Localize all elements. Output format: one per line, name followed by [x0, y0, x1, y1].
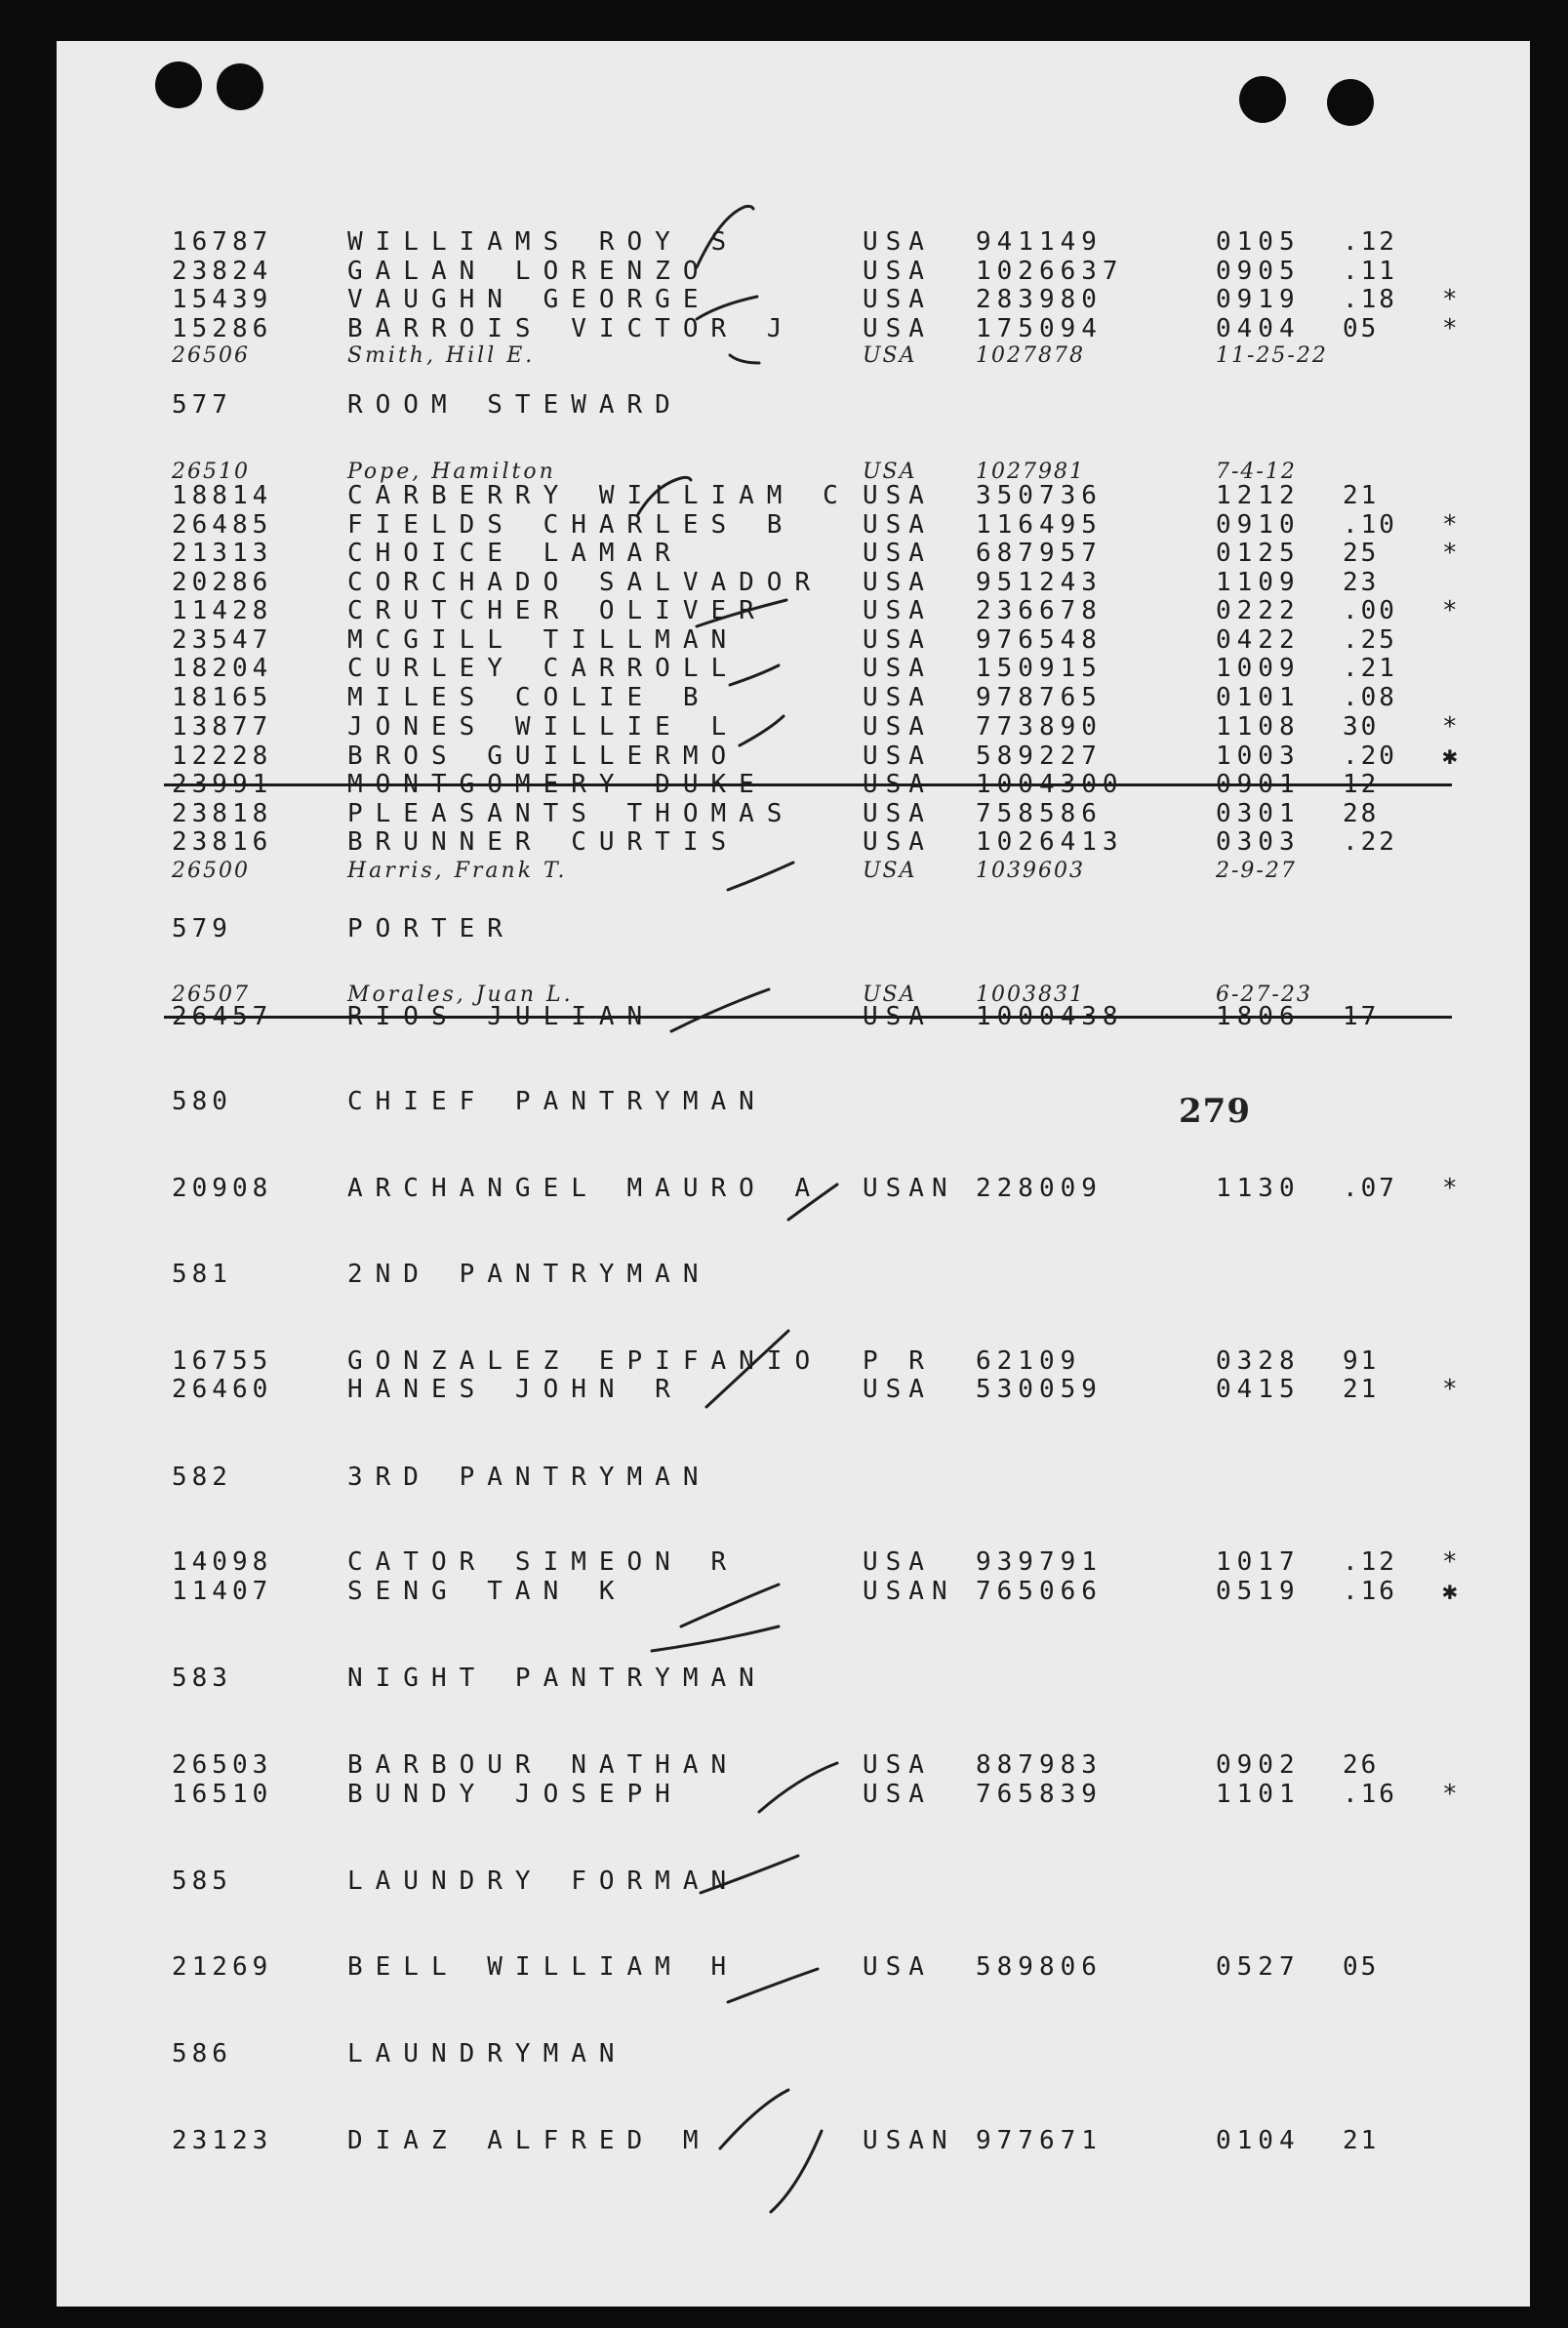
document-number: 175094: [976, 314, 1103, 343]
document-number: 939791: [976, 1547, 1103, 1577]
employee-name: CRUTCHER OLIVER: [347, 596, 767, 625]
value-code: .08: [1343, 683, 1397, 712]
employee-number: 14098: [172, 1547, 273, 1577]
value-code: .10: [1343, 510, 1397, 540]
date-code: 1109: [1216, 568, 1301, 597]
citizenship: USA: [863, 314, 932, 343]
date-code: 1101: [1216, 1780, 1301, 1809]
value-code: .16: [1343, 1780, 1397, 1809]
date-code: 1806: [1216, 1002, 1301, 1031]
date-code: 0328: [1216, 1346, 1301, 1376]
employee-name: BUNDY JOSEPH: [347, 1780, 683, 1809]
employee-number: 11407: [172, 1577, 273, 1606]
employee-name: ARCHANGEL MAURO A: [347, 1174, 824, 1203]
value-code: .21: [1343, 654, 1397, 683]
date-code: 0222: [1216, 596, 1301, 625]
employee-number: 26510: [172, 460, 250, 484]
date-code: 0910: [1216, 510, 1301, 540]
employee-number: 16510: [172, 1780, 273, 1809]
employee-name: CORCHADO SALVADOR: [347, 568, 824, 597]
employee-name: WILLIAMS ROY S: [347, 227, 740, 257]
document-number: 1026637: [976, 257, 1124, 286]
date-code: 0104: [1216, 2126, 1301, 2155]
pen-check-stroke: [697, 297, 757, 319]
pen-check-stroke: [728, 1969, 818, 2002]
section-code: 586: [172, 2039, 232, 2068]
section-code: 577: [172, 390, 232, 420]
document-page: [57, 41, 1530, 2307]
section-title: NIGHT PANTRYMAN: [347, 1664, 767, 1693]
section-title: CHIEF PANTRYMAN: [347, 1087, 767, 1116]
citizenship: USA: [863, 285, 932, 314]
employee-number: 26485: [172, 510, 273, 540]
employee-number: 26500: [172, 859, 250, 883]
citizenship: USAN: [863, 1577, 955, 1606]
employee-name: Morales, Juan L.: [347, 983, 574, 1007]
citizenship: USA: [863, 510, 932, 540]
employee-name: MONTGOMERY DUKE: [347, 770, 767, 799]
date-code: 1017: [1216, 1547, 1301, 1577]
citizenship: USA: [863, 257, 932, 286]
employee-number: 26506: [172, 343, 250, 368]
date-code: 0905: [1216, 257, 1301, 286]
citizenship: USA: [863, 481, 932, 510]
employee-number: 21313: [172, 539, 273, 568]
document-number: 1027981: [976, 460, 1085, 484]
value-code: 05: [1343, 1952, 1380, 1982]
pen-check-stroke: [652, 1626, 779, 1651]
employee-number: 18165: [172, 683, 273, 712]
value-code: .16: [1343, 1577, 1397, 1606]
value-code: 28: [1343, 799, 1380, 828]
section-title: 2ND PANTRYMAN: [347, 1260, 711, 1289]
employee-name: MILES COLIE B: [347, 683, 711, 712]
employee-name: Smith, Hill E.: [347, 343, 536, 368]
date-code: 0422: [1216, 625, 1301, 655]
document-number: 1027878: [976, 343, 1085, 368]
document-number: 1039603: [976, 859, 1085, 883]
value-code: 25: [1343, 539, 1380, 568]
document-number: 976548: [976, 625, 1103, 655]
employee-number: 21269: [172, 1952, 273, 1982]
date-code: 0901: [1216, 770, 1301, 799]
pen-check-stroke: [681, 1585, 779, 1626]
date-code: 0902: [1216, 1750, 1301, 1780]
date-code: 1130: [1216, 1174, 1301, 1203]
document-number: 530059: [976, 1375, 1103, 1404]
document-number: 687957: [976, 539, 1103, 568]
date-code: 7-4-12: [1216, 460, 1297, 484]
value-code: 12: [1343, 770, 1380, 799]
section-title: LAUNDRYMAN: [347, 2039, 627, 2068]
employee-number: 23816: [172, 827, 273, 857]
employee-name: VAUGHN GEORGE: [347, 285, 711, 314]
value-code: .22: [1343, 827, 1397, 857]
employee-name: CHOICE LAMAR: [347, 539, 683, 568]
document-number: 236678: [976, 596, 1103, 625]
citizenship: USA: [863, 1002, 932, 1031]
section-code: 583: [172, 1664, 232, 1693]
asterisk-mark: *: [1442, 1547, 1458, 1577]
employee-number: 26507: [172, 983, 250, 1007]
section-code: 581: [172, 1260, 232, 1289]
employee-number: 12228: [172, 742, 273, 771]
value-code: .18: [1343, 285, 1397, 314]
document-number: 887983: [976, 1750, 1103, 1780]
pen-check-stroke: [671, 989, 769, 1031]
employee-name: BRUNNER CURTIS: [347, 827, 740, 857]
section-code: 582: [172, 1463, 232, 1492]
document-number: 765066: [976, 1577, 1103, 1606]
employee-name: Harris, Frank T.: [347, 859, 568, 883]
employee-name: CATOR SIMEON R: [347, 1547, 740, 1577]
employee-name: GALAN LORENZO: [347, 257, 711, 286]
pen-check-stroke: [697, 600, 786, 626]
employee-number: 23991: [172, 770, 273, 799]
employee-number: 13877: [172, 712, 273, 742]
pen-check-stroke: [730, 665, 779, 685]
citizenship: USA: [863, 654, 932, 683]
value-code: .07: [1343, 1174, 1397, 1203]
value-code: 21: [1343, 1375, 1380, 1404]
asterisk-mark: *: [1442, 314, 1458, 343]
date-code: 6-27-23: [1216, 983, 1312, 1007]
citizenship: USA: [863, 1780, 932, 1809]
document-number: 1003831: [976, 983, 1085, 1007]
section-title: ROOM STEWARD: [347, 390, 683, 420]
employee-name: GONZALEZ EPIFANIO: [347, 1346, 824, 1376]
citizenship: P R: [863, 1346, 932, 1376]
employee-number: 20908: [172, 1174, 273, 1203]
asterisk-mark: *: [1442, 1375, 1458, 1404]
handwritten-check-marks: [57, 41, 1530, 2307]
date-code: 0415: [1216, 1375, 1301, 1404]
section-code: 585: [172, 1866, 232, 1896]
section-code: 580: [172, 1087, 232, 1116]
asterisk-mark: *: [1442, 510, 1458, 540]
pen-check-stroke: [706, 1331, 788, 1407]
document-number: 350736: [976, 481, 1103, 510]
asterisk-mark: *: [1442, 1174, 1458, 1203]
employee-number: 23123: [172, 2126, 273, 2155]
citizenship: USA: [863, 742, 932, 771]
value-code: 21: [1343, 2126, 1380, 2155]
date-code: 0101: [1216, 683, 1301, 712]
value-code: .11: [1343, 257, 1397, 286]
document-number: 1004300: [976, 770, 1124, 799]
employee-name: CARBERRY WILLIAM C: [347, 481, 851, 510]
asterisk-mark: *: [1442, 596, 1458, 625]
pen-check-stroke: [740, 716, 784, 745]
value-code: .25: [1343, 625, 1397, 655]
date-code: 0919: [1216, 285, 1301, 314]
citizenship: USA: [863, 539, 932, 568]
page-number: 279: [1179, 1092, 1251, 1131]
section-title: LAUNDRY FORMAN: [347, 1866, 740, 1896]
section-title: PORTER: [347, 914, 515, 943]
citizenship: USAN: [863, 2126, 955, 2155]
citizenship: USA: [863, 625, 932, 655]
citizenship: USA: [863, 1375, 932, 1404]
pen-check-stroke: [638, 477, 691, 514]
citizenship: USA: [863, 596, 932, 625]
date-code: 0105: [1216, 227, 1301, 257]
value-code: .12: [1343, 1547, 1397, 1577]
employee-number: 15439: [172, 285, 273, 314]
citizenship: USA: [863, 1952, 932, 1982]
date-code: 0527: [1216, 1952, 1301, 1982]
citizenship: USA: [863, 770, 932, 799]
date-code: 1108: [1216, 712, 1301, 742]
employee-name: JONES WILLIE L: [347, 712, 740, 742]
document-number: 1000438: [976, 1002, 1124, 1031]
document-number: 283980: [976, 285, 1103, 314]
date-code: 0125: [1216, 539, 1301, 568]
employee-number: 26460: [172, 1375, 273, 1404]
pen-check-stroke: [759, 1763, 837, 1812]
document-number: 589227: [976, 742, 1103, 771]
employee-name: DIAZ ALFRED M: [347, 2126, 711, 2155]
value-code: 91: [1343, 1346, 1380, 1376]
asterisk-mark: *: [1442, 712, 1458, 742]
citizenship: USA: [863, 827, 932, 857]
asterisk-mark: *: [1442, 1780, 1458, 1809]
citizenship: USA: [863, 568, 932, 597]
document-number: 228009: [976, 1174, 1103, 1203]
employee-name: FIELDS CHARLES B: [347, 510, 795, 540]
citizenship: USA: [863, 460, 917, 484]
document-number: 765839: [976, 1780, 1103, 1809]
pen-check-stroke: [720, 2090, 788, 2148]
date-code: 1009: [1216, 654, 1301, 683]
citizenship: USA: [863, 1547, 932, 1577]
employee-number: 23818: [172, 799, 273, 828]
document-number: 951243: [976, 568, 1103, 597]
date-code: 11-25-22: [1216, 343, 1328, 368]
asterisk-mark: *: [1442, 285, 1458, 314]
date-code: 0303: [1216, 827, 1301, 857]
employee-number: 16755: [172, 1346, 273, 1376]
section-code: 579: [172, 914, 232, 943]
employee-name: BARBOUR NATHAN: [347, 1750, 740, 1780]
employee-name: BARROIS VICTOR J: [347, 314, 795, 343]
employee-number: 23547: [172, 625, 273, 655]
citizenship: USA: [863, 983, 917, 1007]
date-code: 1212: [1216, 481, 1301, 510]
citizenship: USA: [863, 227, 932, 257]
citizenship: USA: [863, 1750, 932, 1780]
document-number: 978765: [976, 683, 1103, 712]
employee-number: 16787: [172, 227, 273, 257]
document-number: 758586: [976, 799, 1103, 828]
citizenship: USA: [863, 859, 917, 883]
pen-check-stroke: [730, 355, 759, 363]
document-number: 589806: [976, 1952, 1103, 1982]
employee-name: PLEASANTS THOMAS: [347, 799, 795, 828]
employee-name: BROS GUILLERMO: [347, 742, 740, 771]
date-code: 1003: [1216, 742, 1301, 771]
value-code: 23: [1343, 568, 1380, 597]
employee-name: Pope, Hamilton: [347, 460, 556, 484]
pen-check-stroke: [788, 1184, 837, 1220]
value-code: 05: [1343, 314, 1380, 343]
employee-name: SENG TAN K: [347, 1577, 627, 1606]
citizenship: USA: [863, 799, 932, 828]
value-code: .12: [1343, 227, 1397, 257]
employee-number: 26503: [172, 1750, 273, 1780]
date-code: 0404: [1216, 314, 1301, 343]
citizenship: USA: [863, 683, 932, 712]
employee-number: 23824: [172, 257, 273, 286]
pen-check-stroke: [701, 1856, 798, 1893]
document-number: 977671: [976, 2126, 1103, 2155]
pen-check-stroke: [771, 2131, 822, 2212]
pen-check-stroke: [697, 206, 753, 267]
employee-name: RIOS JULIAN: [347, 1002, 656, 1031]
document-number: 116495: [976, 510, 1103, 540]
asterisk-mark: *: [1442, 539, 1458, 568]
citizenship: USAN: [863, 1174, 955, 1203]
document-number: 773890: [976, 712, 1103, 742]
employee-number: 18204: [172, 654, 273, 683]
employee-number: 18814: [172, 481, 273, 510]
employee-number: 15286: [172, 314, 273, 343]
employee-name: HANES JOHN R: [347, 1375, 683, 1404]
section-title: 3RD PANTRYMAN: [347, 1463, 711, 1492]
pen-check-stroke: [728, 863, 793, 890]
employee-name: BELL WILLIAM H: [347, 1952, 740, 1982]
date-code: 0301: [1216, 799, 1301, 828]
date-code: 2-9-27: [1216, 859, 1297, 883]
value-code: 30: [1343, 712, 1380, 742]
employee-name: MCGILL TILLMAN: [347, 625, 740, 655]
employee-name: CURLEY CARROLL: [347, 654, 740, 683]
asterisk-mark: ✱: [1442, 742, 1458, 771]
citizenship: USA: [863, 712, 932, 742]
value-code: .00: [1343, 596, 1397, 625]
document-number: 941149: [976, 227, 1103, 257]
employee-number: 26457: [172, 1002, 273, 1031]
employee-number: 11428: [172, 596, 273, 625]
value-code: 26: [1343, 1750, 1380, 1780]
employee-number: 20286: [172, 568, 273, 597]
value-code: 21: [1343, 481, 1380, 510]
value-code: 17: [1343, 1002, 1380, 1031]
document-number: 150915: [976, 654, 1103, 683]
document-number: 1026413: [976, 827, 1124, 857]
document-number: 62109: [976, 1346, 1082, 1376]
date-code: 0519: [1216, 1577, 1301, 1606]
value-code: .20: [1343, 742, 1397, 771]
asterisk-mark: ✱: [1442, 1577, 1458, 1606]
citizenship: USA: [863, 343, 917, 368]
